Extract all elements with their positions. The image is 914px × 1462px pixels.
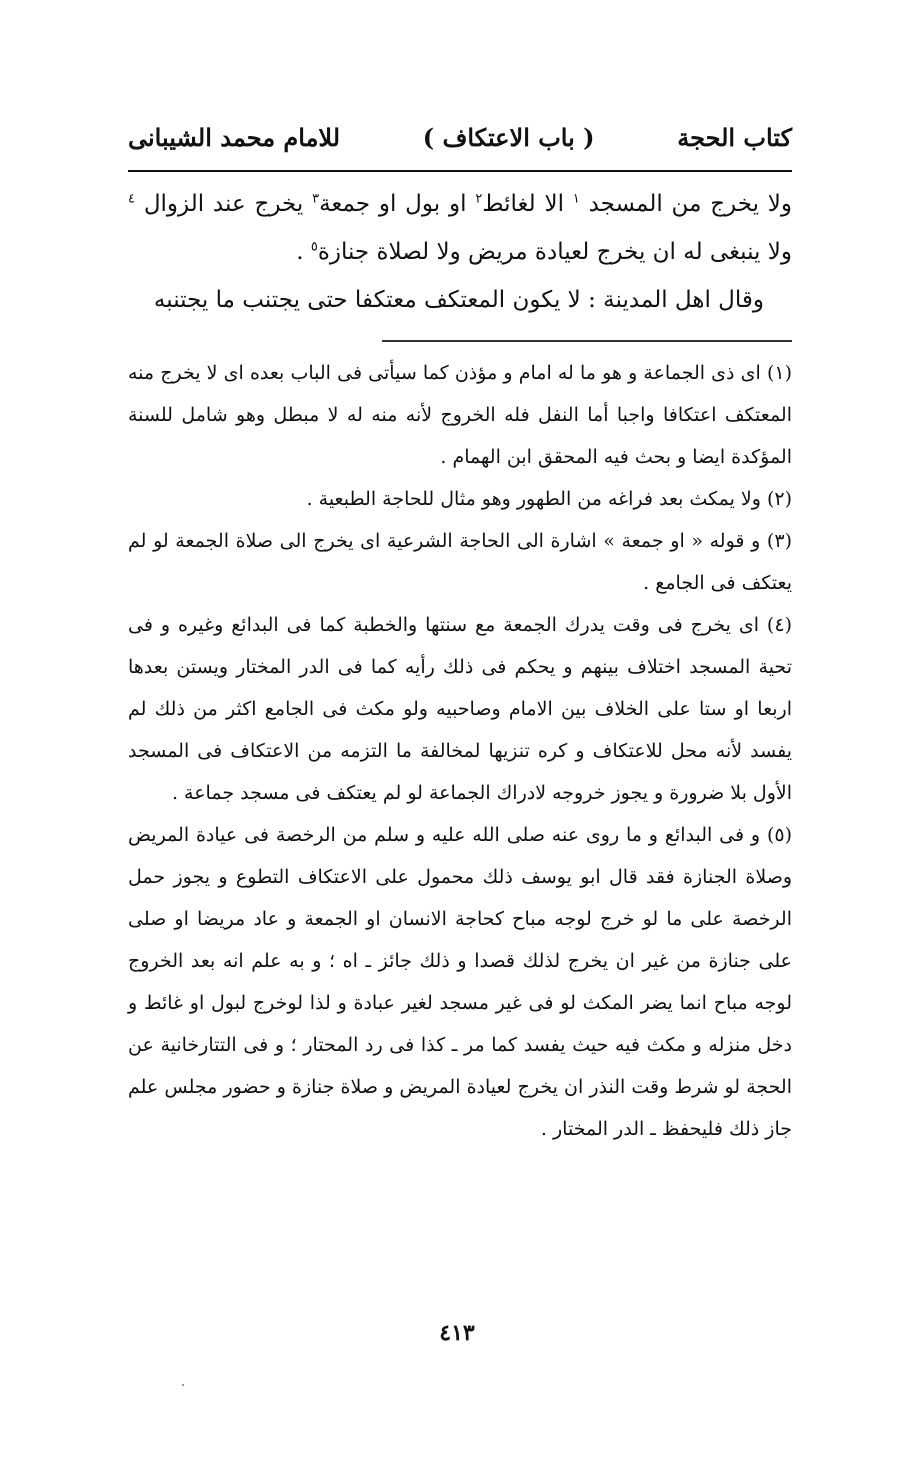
header-chapter-title: ( باب الاعتكاف ) (422, 122, 595, 152)
main-text-segment: ولا يخرج من المسجد (588, 191, 793, 217)
footnote-5: (٥) و فى البدائع و ما روى عنه صلى الله عليه و سلم من الرخصة فى عيادة المريض وصلاة الجنازة فقد قال ابو يوسف ذلك محمول على الاعتكاف التطوع و يجوز حمل الرخصة على ما لو خرج لوجه مباح كحاجة الانسان او الجمعة و عاد مريضا او صلى على جنازة من غير ان يخرج لذلك قصدا و ذلك جائز ـ اه ؛ و به علم انه بعد الخروج لوجه مباح انما يضر المكث لو فى غير مسجد لغير عبادة و لذا لوخرج لبول او غائط و دخل منزله و مكث فيه حيث يفسد كما مر ـ كذا فى رد المحتار ؛ و فى التتارخانية عن الحجة لو شرط وقت النذر ان يخرج لعيادة المريض و صلاة جنازة و حضور مجلس علم جاز ذلك فليحفظ ـ الدر المختار . (128, 824, 793, 1140)
footnote-ref-4[interactable]: ٤ (128, 191, 135, 207)
footnote-1: (١) اى ذى الجماعة و هو ما له امام و مؤذن كما سيأتى فى الباب بعده اى لا يخرج منه المعتكف اعتكافا واجبا أما النفل فله الخروج لأنه منه له لا مبطل وهو شامل للسنة المؤكدة ايضا و بحث فيه المحقق ابن الهمام . (128, 362, 792, 468)
footnote-ref-3[interactable]: ٣ (312, 191, 320, 207)
main-paragraph-1 (128, 180, 792, 276)
footnote-3: (٣) و قوله « او جمعة » اشارة الى الحاجة الشرعية اى يخرج الى صلاة الجمعة لو لم يعتكف فى الجامع . (128, 530, 792, 594)
main-text-segment: . (296, 239, 304, 265)
footnote-separator (382, 340, 792, 342)
header-author: للامام محمد الشيبانى (128, 122, 341, 152)
scan-speck (182, 1384, 184, 1386)
footnote-ref-2[interactable]: ٢ (475, 191, 483, 207)
page-number: ٤١٣ (439, 1320, 475, 1346)
main-text (128, 180, 792, 324)
main-text-segment: او بول او جمعة (319, 191, 467, 217)
header-book-title: كتاب الحجة (677, 122, 792, 152)
footnotes (128, 352, 792, 1150)
main-paragraph-2: وقال اهل المدينة : لا يكون المعتكف معتكفا حتى يجتنب ما يجتنبه (153, 287, 764, 313)
footnote-ref-5[interactable]: ٥ (310, 239, 318, 255)
main-text-segment: يخرج عند الزوال (143, 191, 304, 217)
main-text-segment: ولا ينبغى له ان يخرج لعيادة مريض ولا لصلاة جنازة (317, 239, 792, 265)
running-header (128, 112, 792, 162)
footnote-2: (٢) ولا يمكث بعد فراغه من الطهور وهو مثال للحاجة الطبعية . (306, 488, 792, 510)
footnote-ref-1[interactable]: ١ (572, 191, 580, 207)
header-rule (128, 170, 792, 172)
footnote-4: (٤) اى يخرج فى وقت يدرك الجمعة مع سنتها والخطبة كما فى البدائع وغيره و فى تحية المسجد اختلاف بينهم و يحكم فى ذلك رأيه كما فى الدر المختار ويستن بعدها اربعا او ستا على الخلاف بين الامام وصاحبيه ولو مكث فى الجامع اكثر من ذلك لم يفسد لأنه محل للاعتكاف و كره تنزيها لمخالفة ما التزمه من الاعتكاف فى المسجد الأول بلا ضرورة و يجوز خروجه لادراك الجماعة لو لم يعتكف فى مسجد جماعة . (128, 614, 792, 804)
main-text-segment: الا لغائط (482, 191, 564, 217)
